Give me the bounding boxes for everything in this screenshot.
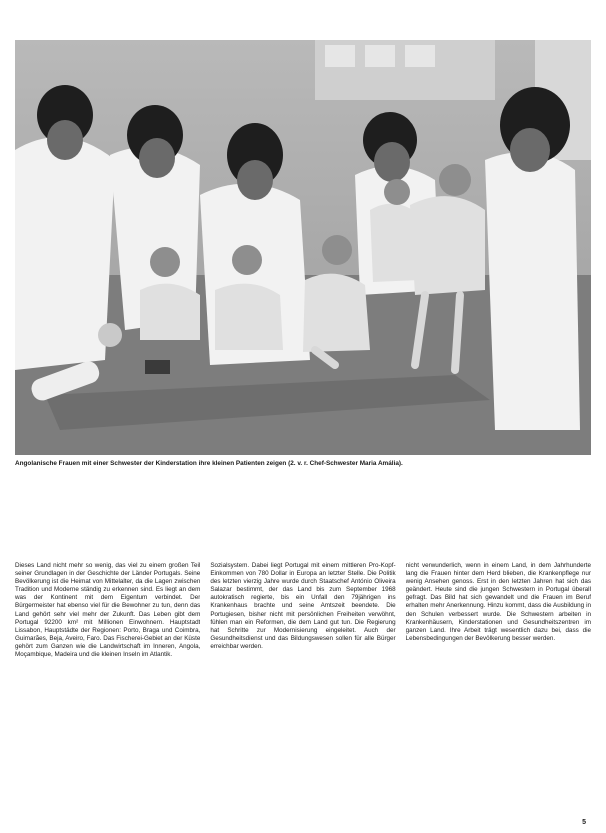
page-number: 5 bbox=[582, 819, 586, 826]
article-body bbox=[15, 562, 591, 812]
paragraph: Dieses Land nicht mehr so wenig, das viel zu einem großen Teil seiner Grundlagen in der Geschichte der Länder Portugals. Seine Bevölkerung ist die Heimat von Mittelalter, da die Lagen zwischen Tradition und Moderne ständig zu erkennen sind. Es liegt an dem was der Kontinent mit dem Eigentum verbindet. Der Bürgermeister hat ebenso viel für die Bewohner zu tun, denn das Land gehört sehr viel mehr der Zukunft. Das Leben gibt dem Portugal 92200 km² mit Millionen Einwohnern. Hauptstadt Lissabon, Hauptstädte der Regionen: Porto, Braga und Coimbra, Guimarães, Beja, Aveiro, Faro. Das Fischerei-Gebiet an der Küste gehört zum Ganzen wie die Landwirtschaft im Inneren, Angola, Moçambique, Madeira und die kleinen Inseln im Atlantik. bbox=[15, 562, 201, 659]
text-column-3 bbox=[406, 562, 591, 812]
photograph bbox=[15, 40, 591, 455]
text-column-1 bbox=[15, 562, 200, 812]
photo-caption: Angolanische Frauen mit einer Schwester der Kinderstation ihre kleinen Patienten zeigen (2. v. r. Chef-Schwester Maria Amália). bbox=[15, 460, 403, 467]
paragraph: nicht verwunderlich, wenn in einem Land, in dem Jahrhunderte lang die Frauen hinter dem Herd blieben, die Krankenpflege nur wenig Ansehen genoss. Erst in den letzten Jahren hat sich das geändert. Heute sind die jungen Schwestern in Portugal überall gefragt. Das Bild hat sich gewandelt und die Frauen im Beruf erhalten mehr Anerkennung. Hinzu kommt, dass die Ausbildung in den Schulen verbessert wurde. Die Schwestern arbeiten in Krankenhäusern, Kinderstationen und Gesundheitszentren im ganzen Land. Ihre Arbeit trägt wesentlich dazu bei, dass die Lebensbedingungen der Bevölkerung besser werden. bbox=[405, 562, 591, 642]
text-column-2 bbox=[210, 562, 395, 812]
paragraph: Sozialsystem. Dabei liegt Portugal mit einem mittleren Pro-Kopf-Einkommen von 780 Dollar in Europa an letzter Stelle. Die Politik des letzten vierzig Jahre wurde durch Staatschef António Oliveira Salazar bestimmt, der das Land bis zum September 1968 autokratisch regierte, bis ein Unfall den 79jährigen ins Krankenhaus brachte und seine Amtszeit beendete. Die Portugiesen, bisher nicht mit persönlichen Freiheiten verwöhnt, fühlen man ein Reformen, die dem Land gut tun. Die Regierung hat Schritte zur Modernisierung eingeleitet. Auch der Gesundheitsdienst und das Bildungswesen sollen für alle Bürger erreichbar werden. bbox=[210, 562, 396, 650]
photo-illustration bbox=[15, 40, 591, 455]
